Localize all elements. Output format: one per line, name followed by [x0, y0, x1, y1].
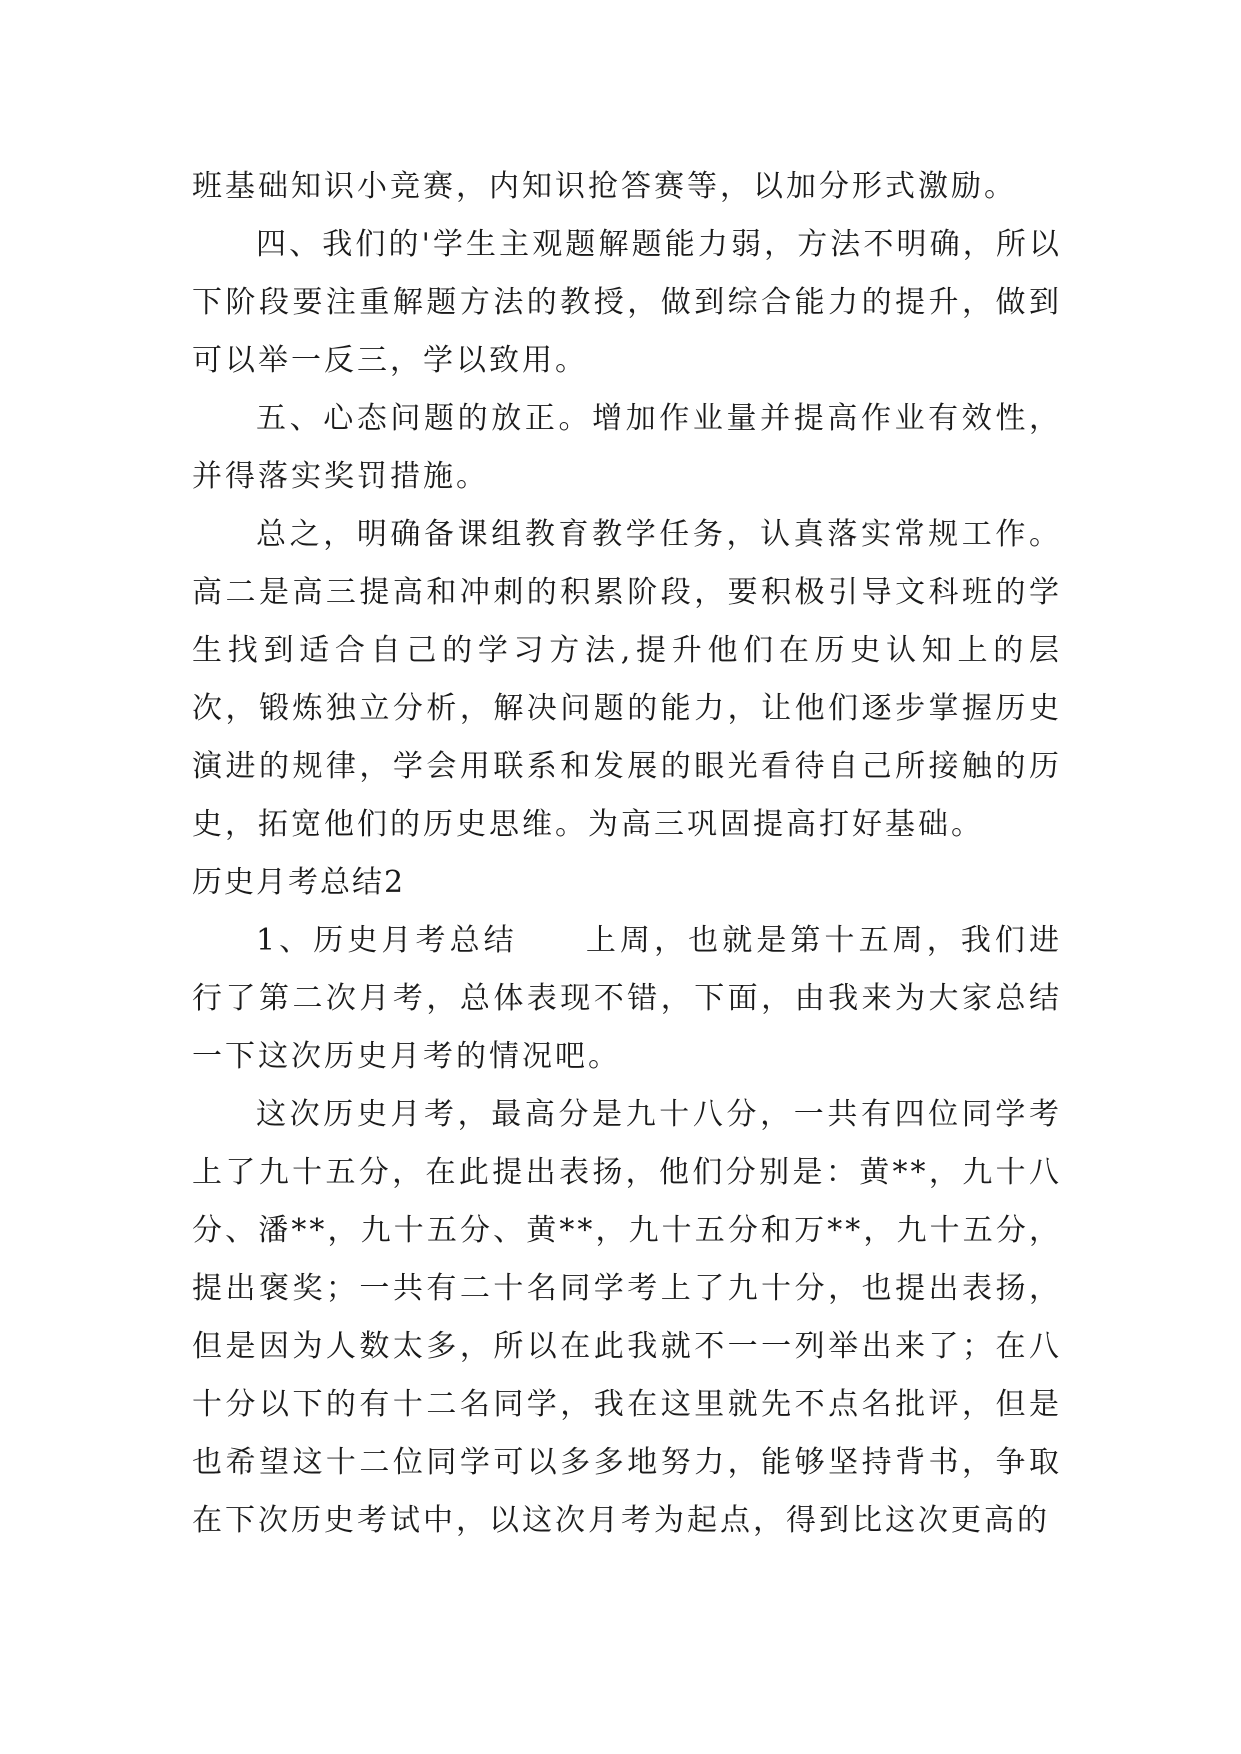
document-body: [192, 158, 1062, 1550]
paragraph-conclusion: 总之，明确备课组教育教学任务，认真落实常规工作。高二是高三提高和冲刺的积累阶段，要积极引导文科班的学生找到适合自己的学习方法,提升他们在历史认知上的层次，锻炼独立分析，解决问题的能力，让他们逐步掌握历史演进的规律，学会用联系和发展的眼光看待自己所接触的历史，拓宽他们的历史思维。为高三巩固提高打好基础。: [192, 517, 1062, 842]
paragraph-exam-intro: 1、历史月考总结 上周，也就是第十五周，我们进行了第二次月考，总体表现不错，下面，由我来为大家总结一下这次历史月考的情况吧。: [192, 923, 1062, 1074]
paragraph-exam-results: 这次历史月考，最高分是九十八分，一共有四位同学考上了九十五分，在此提出表扬，他们分别是：黄**，九十八分、潘**，九十五分、黄**，九十五分和万**，九十五分，提出褒奖；一共有二十名同学考上了九十分，也提出表扬，但是因为人数太多，所以在此我就不一一列举出来了；在八十分以下的有十二名同学，我在这里就先不点名批评，但是也希望这十二位同学可以多多地努力，能够坚持背书，争取在下次历史考试中，以这次月考为起点，得到比这次更高的: [192, 1097, 1062, 1538]
paragraph-point-five: 五、心态问题的放正。增加作业量并提高作业有效性，并得落实奖罚措施。: [192, 401, 1062, 494]
paragraph-point-four: 四、我们的'学生主观题解题能力弱，方法不明确，所以下阶段要注重解题方法的教授，做到综合能力的提升，做到可以举一反三，学以致用。: [192, 227, 1062, 378]
section-title: 历史月考总结2: [192, 865, 406, 900]
paragraph-competition: 班基础知识小竞赛，内知识抢答赛等，以加分形式激励。: [192, 169, 1017, 204]
